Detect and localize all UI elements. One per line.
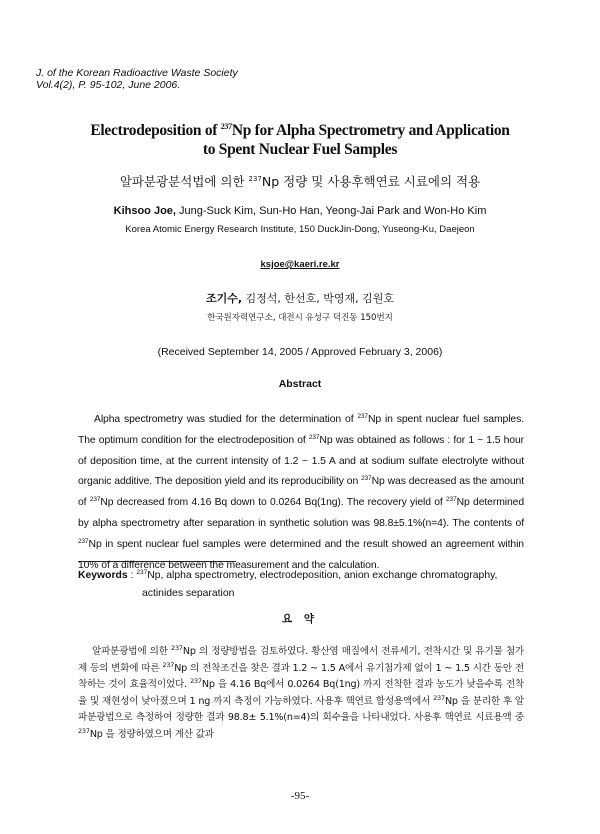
korean-affiliation: 한국원자력연구소, 대전시 유성구 덕진동 150번지: [207, 313, 393, 323]
korean-title-text: Np 정량 및 사용후핵연료 시료에의 적용: [261, 174, 481, 189]
korean-lead-author: 조기수,: [205, 292, 243, 305]
korean-author-list: [0, 290, 600, 306]
affiliation: Korea Atomic Energy Research Institute, 150 DuckJin-Dong, Yuseong-Ku, Daejeon: [125, 224, 475, 235]
received-dates: (Received September 14, 2005 / Approved February 3, 2006): [157, 346, 443, 358]
abstract-text: Np in spent nuclear fuel samples. The optimum condition for the electrodeposition of: [78, 414, 524, 446]
korean-summary-text: Np 의 전착조건을 찾은 결과 1.2 ~ 1.5 A에서 유기첨가제 없이 1 ~ 1.5 시간 동안 전착하는 것이 효율적이었다.: [78, 662, 524, 691]
isotope-superscript: 237: [136, 569, 148, 576]
korean-summary-text: Np 을 분리한 후 알파분광법으로 측정하여 정량한 결과 98.8± 5.1%(n=4)의 회수율을 나타내었다. 사용후 핵연료 시료용액 중: [78, 695, 524, 724]
keywords-text: Np, alpha spectrometry, electrodeposition, anion exchange chromatography,: [147, 570, 498, 581]
keywords-line-1: [78, 567, 524, 585]
title-line-1: [0, 117, 600, 140]
keywords: [78, 567, 524, 603]
abstract-heading: Abstract: [278, 378, 322, 390]
isotope-superscript: 237: [190, 677, 202, 686]
author-email: ksjoe@kaeri.re.kr: [260, 259, 340, 270]
isotope-superscript: 237: [361, 475, 372, 483]
journal-citation: [36, 67, 238, 91]
keywords-label: Keywords: [78, 570, 128, 581]
isotope-superscript: 237: [308, 433, 320, 441]
title-text: Np for Alpha Spectrometry and Application: [231, 122, 510, 140]
korean-summary-text: Np 을 4.16 Bq에서 0.0264 Bq(1ng) 까지 전착한 결과 농도가 낮을수록 전착율 및 재현성이 낮아졌으며 1 ng 까지 측정이 가능하였다. 사용후 핵연료 합성용액에서: [78, 679, 524, 707]
korean-co-authors: 김정석, 한선호, 박영재, 김원호: [242, 292, 395, 305]
isotope-superscript: 237: [446, 496, 457, 504]
page-number: -95-: [290, 790, 310, 802]
abstract-text: Np was obtained as follows : for 1 ~ 1.5 hour of deposition time, at the current intensity of 1.2 ~ 1.5 A and at sodium sulfate electrolyte without organic additive. The deposition yield and its reproducibility on: [78, 434, 524, 488]
abstract-text: Np determined by alpha spectrometry after separation in synthetic solution was 98.8±5.1%(n=4). The contents of: [78, 497, 524, 529]
journal-volume: Vol.4(2), P. 95-102, June 2006.: [36, 79, 181, 91]
korean-summary-heading: 요 약: [282, 613, 318, 625]
abstract-text: Np was decreased as the amount of: [78, 476, 525, 509]
korean-title: [0, 172, 600, 190]
title-line-2: to Spent Nuclear Fuel Samples: [202, 141, 398, 159]
journal-name: J. of the Korean Radioactive Waste Society: [36, 67, 238, 79]
keywords-line-2: actinides separation: [142, 588, 235, 599]
korean-title-text: 알파분광분석법에 의한: [119, 174, 249, 189]
isotope-superscript: 237: [89, 496, 101, 504]
abstract-body: [78, 410, 524, 576]
keywords-divider: [78, 561, 236, 562]
isotope-superscript: 237: [433, 693, 445, 702]
paper-title: [0, 117, 600, 159]
isotope-superscript: 237: [162, 660, 175, 669]
isotope-superscript: 237: [78, 537, 89, 545]
isotope-superscript: 237: [171, 644, 183, 652]
author-list: [0, 205, 600, 217]
abstract-text: Alpha spectrometry was studied for the determination of: [94, 414, 358, 425]
isotope-superscript: 237: [78, 726, 90, 735]
keywords-separator: :: [127, 570, 137, 581]
isotope-superscript: 237: [357, 413, 368, 420]
korean-summary-text: 알파분광법에 의한: [92, 646, 172, 657]
abstract-text: Np decreased from 4.16 Bq down to 0.0264 Bq(1ng). The recovery yield of: [100, 497, 447, 509]
abstract-text: Np in spent nuclear fuel samples were determined and the result showed an agreement within 10% of a difference between the measurement and the calculation.: [78, 538, 524, 571]
title-text: Electrodeposition of: [90, 122, 221, 140]
lead-author: Kihsoo Joe,: [113, 205, 176, 217]
co-authors: Jung-Suck Kim, Sun-Ho Han, Yeong-Jai Park and Won-Ho Kim: [175, 205, 487, 217]
isotope-superscript: 237: [248, 174, 262, 183]
korean-summary-text: Np 을 정량하였으며 계산 값과: [89, 728, 214, 740]
isotope-superscript: 237: [220, 122, 232, 131]
korean-summary-text: Np 의 정량방법을 검토하였다. 황산염 매질에서 전류세기, 전착시간 및 유기물 첨가제 등의 변화에 따른: [78, 646, 524, 674]
korean-summary-body: [78, 644, 524, 744]
